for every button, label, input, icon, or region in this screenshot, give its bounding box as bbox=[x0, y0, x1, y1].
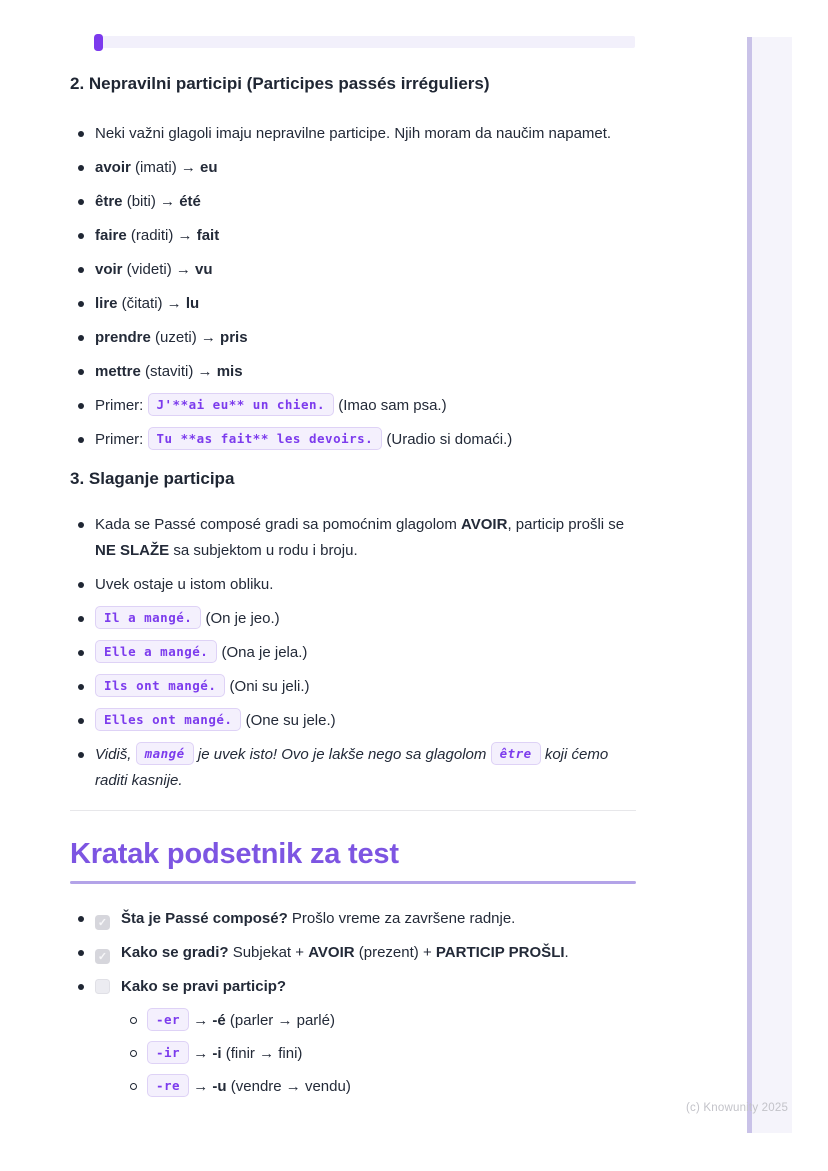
text-segment: → bbox=[189, 1078, 213, 1095]
code-chip: Elle a mangé. bbox=[95, 640, 217, 663]
text-segment: (parler → parlé) bbox=[225, 1012, 335, 1029]
text-segment: (staviti) → bbox=[140, 363, 217, 380]
text-segment: Subjekat + bbox=[228, 944, 309, 961]
verb-bold: voir bbox=[95, 261, 123, 278]
list-item bbox=[70, 742, 636, 794]
section-heading-irregular-participles: 2. Nepravilni participi (Participes passés irréguliers) bbox=[70, 74, 490, 93]
verb-bold: être bbox=[95, 193, 123, 210]
text-segment: (Imao sam psa.) bbox=[334, 397, 447, 414]
text-segment: (Uradio si domaći.) bbox=[382, 431, 513, 448]
list-item bbox=[70, 708, 636, 734]
text-segment: Primer: bbox=[95, 431, 148, 448]
verb-bold: mettre bbox=[95, 363, 141, 380]
bold-segment: AVOIR bbox=[461, 516, 508, 533]
list-item bbox=[70, 257, 636, 283]
code-chip: Ils ont mangé. bbox=[95, 674, 225, 697]
check-icon: ✓ bbox=[97, 917, 108, 929]
checklist-item bbox=[70, 906, 636, 932]
participle-bold: lu bbox=[185, 295, 200, 312]
code-chip: -er bbox=[147, 1008, 189, 1031]
ending-bold: -u bbox=[212, 1078, 227, 1095]
text-segment: Neki važni glagoli imaju nepravilne participe. Njih moram da naučim napamet. bbox=[95, 125, 612, 142]
code-chip: -ir bbox=[147, 1041, 189, 1064]
verb-bold: prendre bbox=[95, 329, 151, 346]
summary-title: Kratak podsetnik za test bbox=[70, 838, 399, 870]
check-icon: ✓ bbox=[97, 951, 108, 963]
text-segment: Primer: bbox=[95, 397, 148, 414]
page-edge-rail bbox=[747, 37, 792, 1133]
sublist-item bbox=[95, 1008, 636, 1034]
text-segment: (vendre → vendu) bbox=[226, 1078, 351, 1095]
participle-bold: fait bbox=[196, 227, 220, 244]
code-chip: Il a mangé. bbox=[95, 606, 201, 629]
list-item bbox=[70, 427, 636, 453]
italic-segment: koji ćemo raditi kasnije. bbox=[95, 746, 609, 789]
list-item bbox=[70, 223, 636, 249]
text-segment: (raditi) → bbox=[126, 227, 197, 244]
verb-bold: faire bbox=[95, 227, 127, 244]
question-bold: Šta je Passé composé? bbox=[121, 910, 288, 927]
checkbox-checked[interactable] bbox=[95, 949, 110, 964]
text-segment: (imati) → bbox=[130, 159, 201, 176]
irregular-participles-list bbox=[70, 121, 636, 453]
text-segment: sa subjektom u rodu i broju. bbox=[169, 542, 358, 559]
checklist-item bbox=[70, 974, 636, 1100]
verb-bold: lire bbox=[95, 295, 118, 312]
text-segment: Prošlo vreme za završene radnje. bbox=[287, 910, 516, 927]
text-segment: (uzeti) → bbox=[150, 329, 221, 346]
text-segment: (biti) → bbox=[122, 193, 180, 210]
text-segment: Uvek ostaje u istom obliku. bbox=[95, 576, 274, 593]
text-segment: (videti) → bbox=[122, 261, 196, 278]
participle-bold: vu bbox=[195, 261, 213, 278]
list-item bbox=[70, 674, 636, 700]
code-chip: mangé bbox=[136, 742, 194, 765]
text-segment: (prezent) + bbox=[354, 944, 436, 961]
checkbox-checked[interactable] bbox=[95, 915, 110, 930]
checklist-item bbox=[70, 940, 636, 966]
text-segment: → bbox=[189, 1012, 213, 1029]
ending-bold: -é bbox=[212, 1012, 226, 1029]
list-item bbox=[70, 512, 636, 564]
code-chip: Tu **as fait** les devoirs. bbox=[148, 427, 383, 450]
italic-segment: je uvek isto! Ovo je lakše nego sa glagolom bbox=[193, 746, 491, 763]
bold-segment: AVOIR bbox=[308, 944, 355, 961]
text-segment: , particip prošli se bbox=[507, 516, 625, 533]
participle-bold: mis bbox=[216, 363, 243, 380]
sublist-item bbox=[95, 1074, 636, 1100]
participle-bold: eu bbox=[200, 159, 218, 176]
list-item bbox=[70, 121, 636, 147]
sublist-item bbox=[95, 1041, 636, 1067]
code-chip: -re bbox=[147, 1074, 189, 1097]
list-item bbox=[70, 572, 636, 598]
list-item bbox=[70, 359, 636, 385]
checkbox-unchecked[interactable] bbox=[95, 979, 110, 994]
code-chip: J'**ai eu** un chien. bbox=[148, 393, 335, 416]
participle-rules-sublist bbox=[95, 1008, 636, 1100]
watermark: (c) Knowunity 2025 bbox=[686, 1102, 789, 1114]
text-segment: (finir → fini) bbox=[221, 1045, 303, 1062]
code-chip: être bbox=[491, 742, 541, 765]
text-segment: Kada se Passé composé gradi sa pomoćnim glagolom bbox=[95, 516, 462, 533]
content-column bbox=[70, 0, 636, 1108]
list-item bbox=[70, 291, 636, 317]
participle-bold: été bbox=[179, 193, 201, 210]
code-chip: Elles ont mangé. bbox=[95, 708, 241, 731]
text-segment: . bbox=[564, 944, 569, 961]
section-heading-agreement: 3. Slaganje participa bbox=[70, 469, 235, 488]
bold-segment: PARTICIP PROŠLI bbox=[435, 944, 565, 961]
italic-segment: Vidiš, bbox=[95, 746, 136, 763]
text-segment: (čitati) → bbox=[117, 295, 186, 312]
question-bold: Kako se pravi particip? bbox=[121, 978, 287, 995]
text-segment: → bbox=[189, 1045, 213, 1062]
question-bold: Kako se gradi? bbox=[121, 944, 229, 961]
participle-bold: pris bbox=[220, 329, 248, 346]
test-checklist bbox=[70, 906, 636, 1100]
text-segment: (One su jele.) bbox=[241, 712, 336, 729]
list-item bbox=[70, 155, 636, 181]
list-item bbox=[70, 325, 636, 351]
agreement-list bbox=[70, 512, 636, 794]
list-item bbox=[70, 393, 636, 419]
text-segment: (On je jeo.) bbox=[201, 610, 280, 627]
text-segment: (Ona je jela.) bbox=[217, 644, 308, 661]
list-item bbox=[70, 640, 636, 666]
title-underline bbox=[70, 881, 636, 884]
verb-bold: avoir bbox=[95, 159, 131, 176]
ending-bold: -i bbox=[212, 1045, 222, 1062]
list-item bbox=[70, 189, 636, 215]
text-segment: (Oni su jeli.) bbox=[225, 678, 310, 695]
bold-segment: NE SLAŽE bbox=[95, 542, 170, 559]
divider bbox=[70, 810, 636, 811]
list-item bbox=[70, 606, 636, 632]
